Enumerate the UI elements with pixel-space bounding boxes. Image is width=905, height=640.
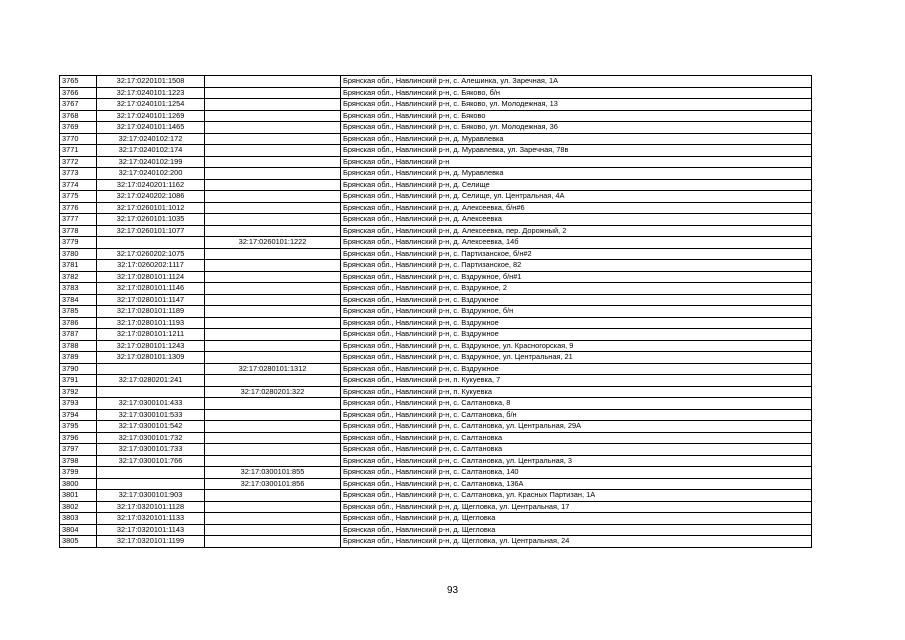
table-row bbox=[60, 110, 812, 122]
secondary-cadastral-number-cell bbox=[205, 409, 341, 421]
cadastral-number-cell: 32:17:0300101:732 bbox=[97, 432, 205, 444]
cadastral-number-cell: 32:17:0240102:174 bbox=[97, 145, 205, 157]
address-cell: Брянская обл., Навлинский р-н, с. Салтановка, ул. Центральная, 29А bbox=[341, 421, 812, 433]
address-cell: Брянская обл., Навлинский р-н, д. Алексеевка, пер. Дорожный, 2 bbox=[341, 225, 812, 237]
cadastral-number-cell: 32:17:0300101:542 bbox=[97, 421, 205, 433]
secondary-cadastral-number-cell bbox=[205, 99, 341, 111]
table-row bbox=[60, 225, 812, 237]
row-number-cell: 3795 bbox=[60, 421, 97, 433]
table-row bbox=[60, 524, 812, 536]
registry-table-body bbox=[60, 76, 812, 548]
cadastral-number-cell: 32:17:0320101:1143 bbox=[97, 524, 205, 536]
table-row bbox=[60, 421, 812, 433]
secondary-cadastral-number-cell bbox=[205, 421, 341, 433]
address-cell: Брянская обл., Навлинский р-н, с. Алешинка, ул. Заречная, 1А bbox=[341, 76, 812, 88]
row-number-cell: 3782 bbox=[60, 271, 97, 283]
cadastral-number-cell: 32:17:0260202:1117 bbox=[97, 260, 205, 272]
cadastral-number-cell: 32:17:0300101:903 bbox=[97, 490, 205, 502]
row-number-cell: 3803 bbox=[60, 513, 97, 525]
table-row bbox=[60, 145, 812, 157]
table-row bbox=[60, 214, 812, 226]
secondary-cadastral-number-cell bbox=[205, 202, 341, 214]
cadastral-number-cell: 32:17:0280101:1309 bbox=[97, 352, 205, 364]
row-number-cell: 3796 bbox=[60, 432, 97, 444]
address-cell: Брянская обл., Навлинский р-н, с. Салтановка, ул. Красных Партизан, 1А bbox=[341, 490, 812, 502]
cadastral-number-cell: 32:17:0240202:1086 bbox=[97, 191, 205, 203]
cadastral-number-cell bbox=[97, 467, 205, 479]
cadastral-number-cell: 32:17:0260101:1012 bbox=[97, 202, 205, 214]
address-cell: Брянская обл., Навлинский р-н, с. Вздружное, б/н bbox=[341, 306, 812, 318]
table-row bbox=[60, 329, 812, 341]
secondary-cadastral-number-cell bbox=[205, 306, 341, 318]
cadastral-number-cell: 32:17:0240101:1269 bbox=[97, 110, 205, 122]
secondary-cadastral-number-cell: 32:17:0260101:1222 bbox=[205, 237, 341, 249]
table-row bbox=[60, 87, 812, 99]
secondary-cadastral-number-cell bbox=[205, 133, 341, 145]
cadastral-number-cell: 32:17:0260101:1035 bbox=[97, 214, 205, 226]
address-cell: Брянская обл., Навлинский р-н, д. Муравлевка bbox=[341, 168, 812, 180]
row-number-cell: 3792 bbox=[60, 386, 97, 398]
secondary-cadastral-number-cell bbox=[205, 156, 341, 168]
table-row bbox=[60, 237, 812, 249]
row-number-cell: 3775 bbox=[60, 191, 97, 203]
address-cell: Брянская обл., Навлинский р-н, с. Салтановка, 8 bbox=[341, 398, 812, 410]
secondary-cadastral-number-cell bbox=[205, 352, 341, 364]
table-row bbox=[60, 444, 812, 456]
row-number-cell: 3766 bbox=[60, 87, 97, 99]
row-number-cell: 3790 bbox=[60, 363, 97, 375]
secondary-cadastral-number-cell bbox=[205, 455, 341, 467]
secondary-cadastral-number-cell bbox=[205, 501, 341, 513]
table-row bbox=[60, 386, 812, 398]
row-number-cell: 3776 bbox=[60, 202, 97, 214]
secondary-cadastral-number-cell bbox=[205, 225, 341, 237]
cadastral-number-cell: 32:17:0280101:1243 bbox=[97, 340, 205, 352]
address-cell: Брянская обл., Навлинский р-н, п. Кукуевка bbox=[341, 386, 812, 398]
cadastral-number-cell: 32:17:0240101:1465 bbox=[97, 122, 205, 134]
secondary-cadastral-number-cell bbox=[205, 214, 341, 226]
secondary-cadastral-number-cell bbox=[205, 191, 341, 203]
address-cell: Брянская обл., Навлинский р-н, д. Селище bbox=[341, 179, 812, 191]
cadastral-number-cell: 32:17:0240101:1254 bbox=[97, 99, 205, 111]
cadastral-number-cell: 32:17:0240102:172 bbox=[97, 133, 205, 145]
secondary-cadastral-number-cell bbox=[205, 110, 341, 122]
address-cell: Брянская обл., Навлинский р-н, с. Бяково, ул. Молодежная, 13 bbox=[341, 99, 812, 111]
row-number-cell: 3772 bbox=[60, 156, 97, 168]
address-cell: Брянская обл., Навлинский р-н, с. Вздружное bbox=[341, 294, 812, 306]
address-cell: Брянская обл., Навлинский р-н, д. Щегловка bbox=[341, 513, 812, 525]
table-row bbox=[60, 122, 812, 134]
cadastral-number-cell: 32:17:0280101:1193 bbox=[97, 317, 205, 329]
secondary-cadastral-number-cell bbox=[205, 260, 341, 272]
table-row bbox=[60, 501, 812, 513]
secondary-cadastral-number-cell bbox=[205, 329, 341, 341]
address-cell: Брянская обл., Навлинский р-н, д. Муравлевка, ул. Заречная, 78в bbox=[341, 145, 812, 157]
row-number-cell: 3788 bbox=[60, 340, 97, 352]
row-number-cell: 3773 bbox=[60, 168, 97, 180]
row-number-cell: 3804 bbox=[60, 524, 97, 536]
address-cell: Брянская обл., Навлинский р-н, с. Салтановка, 140 bbox=[341, 467, 812, 479]
secondary-cadastral-number-cell bbox=[205, 375, 341, 387]
row-number-cell: 3789 bbox=[60, 352, 97, 364]
row-number-cell: 3793 bbox=[60, 398, 97, 410]
address-cell: Брянская обл., Навлинский р-н bbox=[341, 156, 812, 168]
row-number-cell: 3768 bbox=[60, 110, 97, 122]
address-cell: Брянская обл., Навлинский р-н, с. Партизанское, 82 bbox=[341, 260, 812, 272]
secondary-cadastral-number-cell bbox=[205, 248, 341, 260]
row-number-cell: 3765 bbox=[60, 76, 97, 88]
row-number-cell: 3778 bbox=[60, 225, 97, 237]
row-number-cell: 3801 bbox=[60, 490, 97, 502]
address-cell: Брянская обл., Навлинский р-н, с. Бяково, б/н bbox=[341, 87, 812, 99]
table-row bbox=[60, 168, 812, 180]
address-cell: Брянская обл., Навлинский р-н, с. Салтановка bbox=[341, 432, 812, 444]
cadastral-number-cell: 32:17:0280101:1189 bbox=[97, 306, 205, 318]
address-cell: Брянская обл., Навлинский р-н, д. Алексеевка, б/н#6 bbox=[341, 202, 812, 214]
cadastral-number-cell: 32:17:0320101:1133 bbox=[97, 513, 205, 525]
secondary-cadastral-number-cell bbox=[205, 294, 341, 306]
secondary-cadastral-number-cell bbox=[205, 490, 341, 502]
row-number-cell: 3787 bbox=[60, 329, 97, 341]
cadastral-number-cell: 32:17:0300101:733 bbox=[97, 444, 205, 456]
table-row bbox=[60, 409, 812, 421]
secondary-cadastral-number-cell bbox=[205, 271, 341, 283]
table-row bbox=[60, 467, 812, 479]
table-row bbox=[60, 179, 812, 191]
row-number-cell: 3802 bbox=[60, 501, 97, 513]
address-cell: Брянская обл., Навлинский р-н, с. Салтановка, 136А bbox=[341, 478, 812, 490]
row-number-cell: 3769 bbox=[60, 122, 97, 134]
table-row bbox=[60, 490, 812, 502]
secondary-cadastral-number-cell bbox=[205, 122, 341, 134]
address-cell: Брянская обл., Навлинский р-н, д. Муравлевка bbox=[341, 133, 812, 145]
table-row bbox=[60, 76, 812, 88]
table-row bbox=[60, 306, 812, 318]
cadastral-number-cell: 32:17:0260101:1077 bbox=[97, 225, 205, 237]
address-cell: Брянская обл., Навлинский р-н, с. Вздружное, б/н#1 bbox=[341, 271, 812, 283]
secondary-cadastral-number-cell: 32:17:0280101:1312 bbox=[205, 363, 341, 375]
cadastral-number-cell bbox=[97, 237, 205, 249]
row-number-cell: 3771 bbox=[60, 145, 97, 157]
table-row bbox=[60, 156, 812, 168]
table-row bbox=[60, 398, 812, 410]
cadastral-number-cell: 32:17:0240201:1162 bbox=[97, 179, 205, 191]
address-cell: Брянская обл., Навлинский р-н, с. Вздружное bbox=[341, 363, 812, 375]
row-number-cell: 3798 bbox=[60, 455, 97, 467]
page-number: 93 bbox=[446, 585, 459, 596]
table-row bbox=[60, 283, 812, 295]
secondary-cadastral-number-cell bbox=[205, 168, 341, 180]
table-row bbox=[60, 248, 812, 260]
registry-table bbox=[59, 75, 812, 548]
table-row bbox=[60, 478, 812, 490]
address-cell: Брянская обл., Навлинский р-н, с. Вздружное bbox=[341, 317, 812, 329]
secondary-cadastral-number-cell bbox=[205, 398, 341, 410]
address-cell: Брянская обл., Навлинский р-н, с. Вздружное, 2 bbox=[341, 283, 812, 295]
row-number-cell: 3797 bbox=[60, 444, 97, 456]
address-cell: Брянская обл., Навлинский р-н, д. Щегловка, ул. Центральная, 17 bbox=[341, 501, 812, 513]
cadastral-number-cell bbox=[97, 363, 205, 375]
secondary-cadastral-number-cell bbox=[205, 76, 341, 88]
secondary-cadastral-number-cell bbox=[205, 513, 341, 525]
cadastral-number-cell: 32:17:0280101:1211 bbox=[97, 329, 205, 341]
address-cell: Брянская обл., Навлинский р-н, д. Щегловка, ул. Центральная, 24 bbox=[341, 536, 812, 548]
secondary-cadastral-number-cell bbox=[205, 524, 341, 536]
cadastral-number-cell: 32:17:0280101:1146 bbox=[97, 283, 205, 295]
address-cell: Брянская обл., Навлинский р-н, с. Салтановка, б/н bbox=[341, 409, 812, 421]
cadastral-number-cell: 32:17:0320101:1199 bbox=[97, 536, 205, 548]
secondary-cadastral-number-cell bbox=[205, 283, 341, 295]
row-number-cell: 3799 bbox=[60, 467, 97, 479]
row-number-cell: 3774 bbox=[60, 179, 97, 191]
secondary-cadastral-number-cell bbox=[205, 179, 341, 191]
cadastral-number-cell: 32:17:0280101:1147 bbox=[97, 294, 205, 306]
table-row bbox=[60, 191, 812, 203]
address-cell: Брянская обл., Навлинский р-н, с. Вздружное, ул. Красногорская, 9 bbox=[341, 340, 812, 352]
cadastral-number-cell: 32:17:0280101:1124 bbox=[97, 271, 205, 283]
row-number-cell: 3805 bbox=[60, 536, 97, 548]
row-number-cell: 3767 bbox=[60, 99, 97, 111]
table-row bbox=[60, 363, 812, 375]
row-number-cell: 3781 bbox=[60, 260, 97, 272]
table-row bbox=[60, 432, 812, 444]
row-number-cell: 3786 bbox=[60, 317, 97, 329]
secondary-cadastral-number-cell bbox=[205, 317, 341, 329]
table-row bbox=[60, 271, 812, 283]
secondary-cadastral-number-cell bbox=[205, 432, 341, 444]
address-cell: Брянская обл., Навлинский р-н, д. Алексеевка bbox=[341, 214, 812, 226]
row-number-cell: 3783 bbox=[60, 283, 97, 295]
row-number-cell: 3784 bbox=[60, 294, 97, 306]
cadastral-number-cell: 32:17:0220101:1508 bbox=[97, 76, 205, 88]
row-number-cell: 3777 bbox=[60, 214, 97, 226]
row-number-cell: 3780 bbox=[60, 248, 97, 260]
table-row bbox=[60, 340, 812, 352]
table-row bbox=[60, 294, 812, 306]
address-cell: Брянская обл., Навлинский р-н, с. Партизанское, б/н#2 bbox=[341, 248, 812, 260]
secondary-cadastral-number-cell: 32:17:0300101:856 bbox=[205, 478, 341, 490]
cadastral-number-cell: 32:17:0320101:1128 bbox=[97, 501, 205, 513]
secondary-cadastral-number-cell: 32:17:0300101:855 bbox=[205, 467, 341, 479]
row-number-cell: 3800 bbox=[60, 478, 97, 490]
address-cell: Брянская обл., Навлинский р-н, п. Кукуевка, 7 bbox=[341, 375, 812, 387]
table-row bbox=[60, 375, 812, 387]
table-row bbox=[60, 513, 812, 525]
table-row bbox=[60, 455, 812, 467]
address-cell: Брянская обл., Навлинский р-н, с. Салтановка, ул. Центральная, 3 bbox=[341, 455, 812, 467]
address-cell: Брянская обл., Навлинский р-н, с. Вздружное bbox=[341, 329, 812, 341]
address-cell: Брянская обл., Навлинский р-н, с. Бяково bbox=[341, 110, 812, 122]
secondary-cadastral-number-cell bbox=[205, 444, 341, 456]
address-cell: Брянская обл., Навлинский р-н, с. Салтановка bbox=[341, 444, 812, 456]
cadastral-number-cell: 32:17:0240102:199 bbox=[97, 156, 205, 168]
cadastral-number-cell: 32:17:0300101:533 bbox=[97, 409, 205, 421]
row-number-cell: 3779 bbox=[60, 237, 97, 249]
table-row bbox=[60, 352, 812, 364]
cadastral-number-cell: 32:17:0280201:241 bbox=[97, 375, 205, 387]
secondary-cadastral-number-cell bbox=[205, 536, 341, 548]
table-row bbox=[60, 260, 812, 272]
cadastral-number-cell bbox=[97, 386, 205, 398]
secondary-cadastral-number-cell bbox=[205, 340, 341, 352]
cadastral-number-cell: 32:17:0300101:766 bbox=[97, 455, 205, 467]
address-cell: Брянская обл., Навлинский р-н, с. Вздружное, ул. Центральная, 21 bbox=[341, 352, 812, 364]
address-cell: Брянская обл., Навлинский р-н, с. Бяково, ул. Молодежная, 36 bbox=[341, 122, 812, 134]
cadastral-number-cell: 32:17:0240102:200 bbox=[97, 168, 205, 180]
row-number-cell: 3770 bbox=[60, 133, 97, 145]
cadastral-number-cell bbox=[97, 478, 205, 490]
table-row bbox=[60, 202, 812, 214]
address-cell: Брянская обл., Навлинский р-н, д. Щегловка bbox=[341, 524, 812, 536]
row-number-cell: 3794 bbox=[60, 409, 97, 421]
secondary-cadastral-number-cell bbox=[205, 145, 341, 157]
table-row bbox=[60, 536, 812, 548]
row-number-cell: 3791 bbox=[60, 375, 97, 387]
address-cell: Брянская обл., Навлинский р-н, д. Селище, ул. Центральная, 4А bbox=[341, 191, 812, 203]
table-row bbox=[60, 99, 812, 111]
secondary-cadastral-number-cell: 32:17:0280201:322 bbox=[205, 386, 341, 398]
cadastral-number-cell: 32:17:0260202:1075 bbox=[97, 248, 205, 260]
table-row bbox=[60, 317, 812, 329]
table-row bbox=[60, 133, 812, 145]
row-number-cell: 3785 bbox=[60, 306, 97, 318]
cadastral-number-cell: 32:17:0300101:433 bbox=[97, 398, 205, 410]
secondary-cadastral-number-cell bbox=[205, 87, 341, 99]
cadastral-number-cell: 32:17:0240101:1223 bbox=[97, 87, 205, 99]
address-cell: Брянская обл., Навлинский р-н, д. Алексеевка, 14б bbox=[341, 237, 812, 249]
